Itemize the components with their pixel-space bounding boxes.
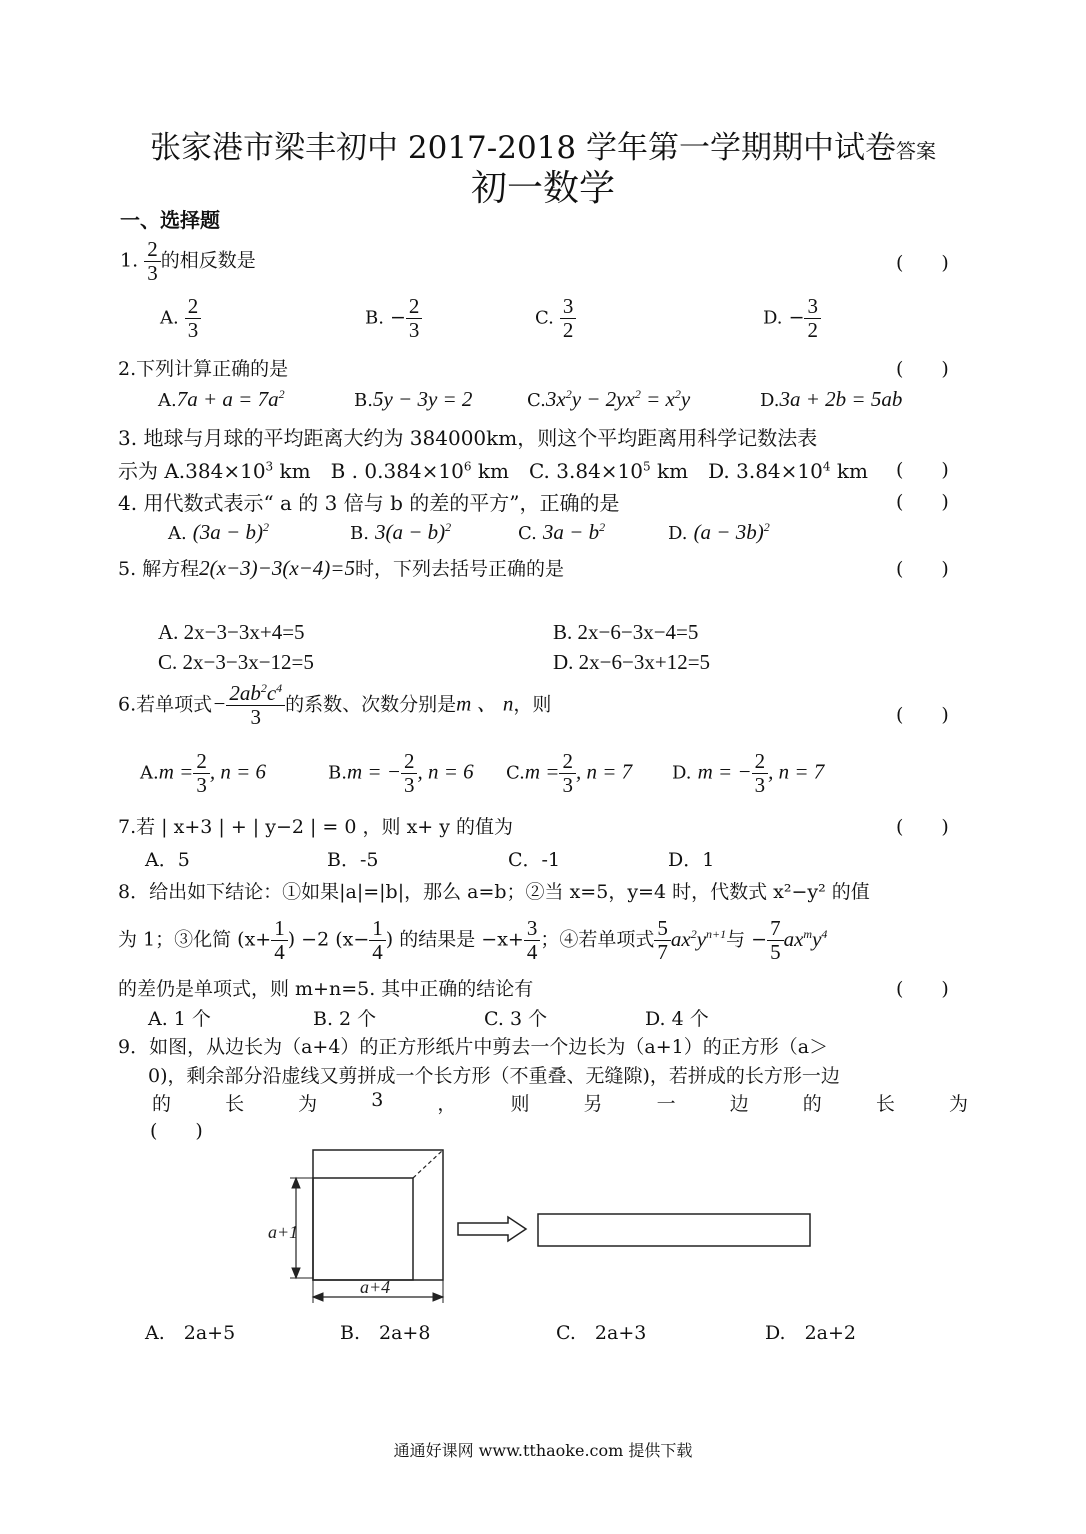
q8-line3: 的差仍是单项式，则 m+n=5. 其中正确的结论有 [118,978,534,1000]
q2-answer-paren: ( ) [896,358,949,380]
q1-option-b: B. − $\frac{2}{3}$ [365,295,422,342]
q7-stem: 7.若 | x+3 | + | y−2 | = 0 ，则 x+ y 的值为 [118,816,514,838]
q9-line1: 9．如图，从边长为（a+4）的正方形纸片中剪去一个边长为（a+1）的正方形（a＞ [118,1036,829,1058]
q4-answer-paren: ( ) [896,491,949,513]
q8-option-c: C. 3 个 [484,1008,548,1030]
q5-option-a: A. 2x−3−3x+4=5 [158,620,305,644]
q9-figure [260,1140,820,1310]
q1-option-c: C. $\frac{3}{2}$ [535,295,576,342]
title-main: 张家港市梁丰初中 2017-2018 学年第一学期期中试卷 [150,130,896,166]
q9-answer-paren: ( ) [150,1120,203,1142]
q5-option-b: B. 2x−6−3x−4=5 [553,620,699,644]
arrow-right-icon [433,1293,443,1301]
q9-option-c: C. 2a+3 [556,1322,647,1344]
q1-answer-paren: ( ) [896,252,949,274]
q9-option-a: A. 2a+5 [145,1322,236,1344]
q3-line1: 3. 地球与月球的平均距离大约为 384000km，则这个平均距离用科学记数法表 [118,426,818,450]
q2-stem: 2.下列计算正确的是 [118,358,289,380]
q1-option-a: A. $\frac{2}{3}$ [160,295,201,342]
q6-stem: 6.若单项式− $\frac{2ab^2c^4}{3}$ 的系数、次数分别是m 、 n，则 [118,681,552,730]
q4-option-c: C. $3a - b^2$ [518,520,606,544]
transform-arrow-icon [458,1217,526,1241]
q5-answer-paren: ( ) [896,558,949,580]
result-rectangle [538,1214,810,1246]
q7-option-c: C．-1 [508,849,561,871]
outer-square [313,1150,443,1280]
label-side: a+1 [268,1222,299,1242]
q6-option-b: B.m = − $\frac{2}{3}$ , n = 6 [328,749,474,798]
q1-stem: 1. $\frac{2}{3}$ 的相反数是 [120,237,256,286]
q8-answer-paren: ( ) [896,978,949,1000]
q3-line2: 示为 $A.384\times 10^3$ km B . $0.384\times 10^6$ km C. $3.84\times 10^5$ km D. $3.84\times 10^4$ km [118,459,868,483]
q6-option-c: C.m = $\frac{2}{3}$ , n = 7 [506,749,633,798]
q3-answer-paren: ( ) [896,459,949,481]
q7-answer-paren: ( ) [896,816,949,838]
q2-option-c: $C.3x^2y - 2yx^2 = x^2y$ [527,387,691,411]
label-bottom: a+4 [360,1277,391,1297]
q4-option-a: A. $(3a - b)^2$ [168,520,269,544]
q8-option-b: B. 2 个 [313,1008,377,1030]
q9-option-d: D. 2a+2 [765,1322,857,1344]
dashed-cut-line [413,1150,443,1178]
q7-option-b: B．-5 [327,849,379,871]
q4-stem: 4. 用代数式表示“ a 的 3 倍与 b 的差的平方”，正确的是 [118,491,620,515]
q4-option-b: B. $3(a - b)^2$ [350,520,452,544]
q8-line2: 为 1；③化简 (x+ $\frac{1}{4}$ ) −2 (x− $\frac{1}{4}$ ) 的结果是 −x+ $\frac{3}{4}$ ；④若单项式 $\frac{5}{7}$ $ax^2y^{n+1}$与 − $\frac{7}{5}$ $ax^my^4$ [118,916,828,965]
q5-option-c: C. 2x−3−3x−12=5 [158,650,314,674]
exam-subtitle: 初一数学 [470,168,615,209]
arrow-up-icon [292,1178,300,1188]
q4-option-d: D. $(a - 3b)^2$ [668,520,770,544]
q2-option-d: D.3a + 2b = 5ab [760,387,903,411]
inner-square [313,1178,413,1280]
q5-stem: 5. 解方程2(x−3)−3(x−4)=5时，下列去括号正确的是 [118,556,564,580]
q9-line3: 的 长 为 3 ， 则 另 一 边 的 长 为 [152,1089,968,1115]
title-suffix: 答案 [895,139,936,163]
q9-option-b: B. 2a+8 [340,1322,431,1344]
q6-answer-paren: ( ) [896,704,949,726]
footer-source: 通通好课网 www.tthaoke.com 提供下载 [393,1441,693,1460]
q8-option-a: A. 1 个 [148,1008,211,1030]
section-heading: 一、选择题 [120,208,220,232]
q7-option-a: A．5 [145,849,190,871]
arrow-left-icon [313,1293,323,1301]
q7-option-d: D．1 [668,849,715,871]
q6-option-d: D. m = − $\frac{2}{3}$ , n = 7 [672,749,825,798]
q6-option-a: A.m = $\frac{2}{3}$ , n = 6 [140,749,266,798]
q8-option-d: D. 4 个 [645,1008,709,1030]
arrow-down-icon [292,1268,300,1278]
q1-fraction: $\frac{2}{3}$ [144,238,161,285]
q1-option-d: D. − $\frac{3}{2}$ [763,295,821,342]
q2-option-b: B.5y − 3y = 2 [354,387,473,411]
q2-option-a: $A.7a + a = 7a^2$ [158,387,285,411]
q5-option-d: D. 2x−6−3x+12=5 [553,650,711,674]
q9-line2: 0)，剩余部分沿虚线又剪拼成一个长方形（不重叠、无缝隙)，若拼成的长方形一边 [148,1065,840,1087]
q8-line1: 8．给出如下结论：①如果|a|=|b|，那么 a=b；②当 x=5，y=4 时，代数式 x²−y² 的值 [118,881,870,903]
